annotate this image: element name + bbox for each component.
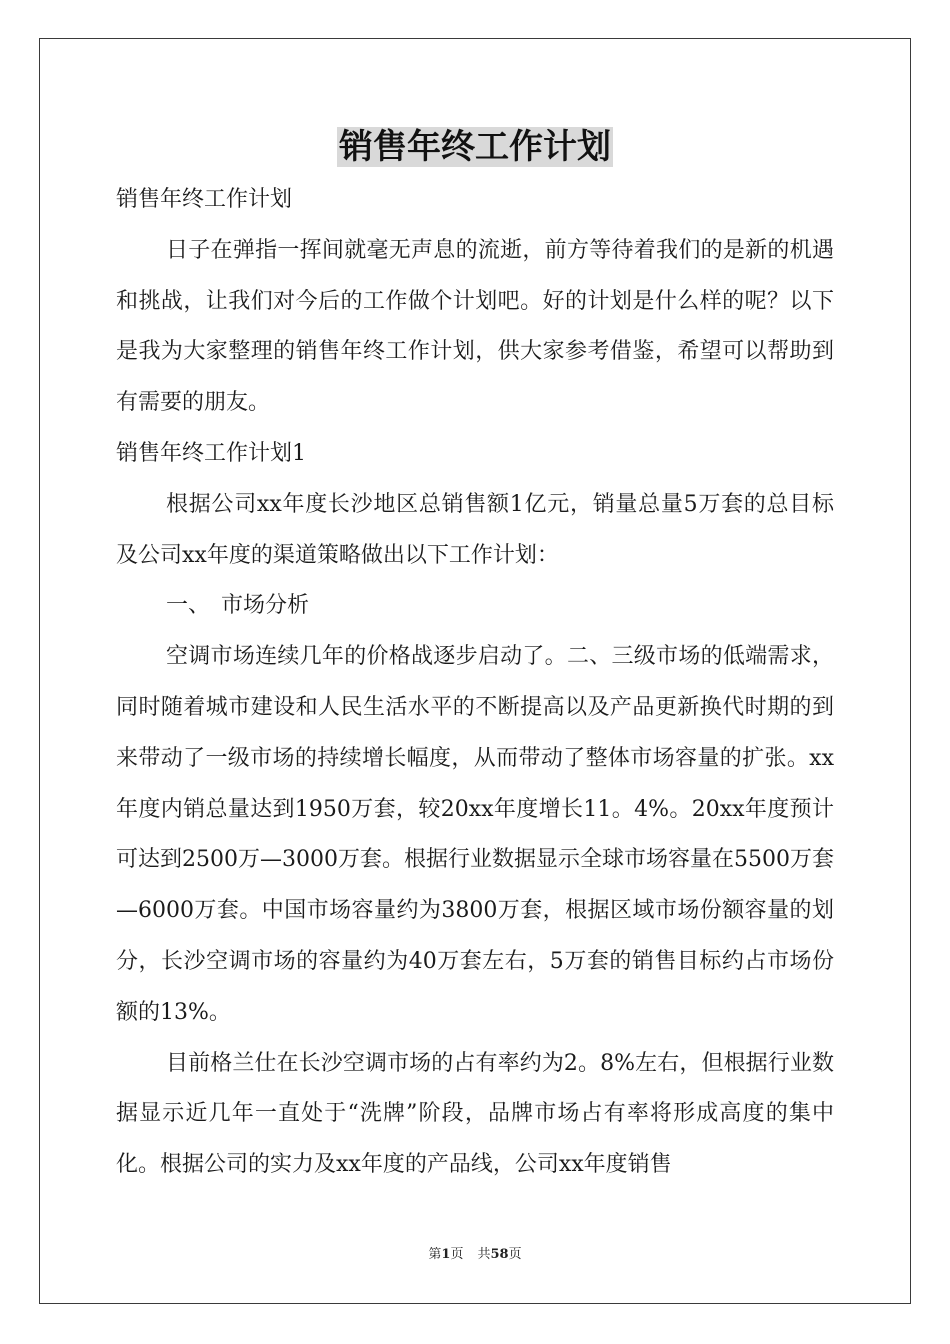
section-heading: 销售年终工作计划1 — [116, 440, 306, 466]
footer-prefix: 第 — [428, 1247, 442, 1262]
footer-total-suffix: 页 — [508, 1247, 522, 1262]
document-body — [116, 175, 834, 1191]
document-title: 销售年终工作计划 — [339, 127, 611, 167]
title-container — [0, 127, 950, 167]
footer-page-suffix: 页 — [450, 1247, 464, 1262]
paragraph: 空调市场连续几年的价格战逐步启动了。二、三级市场的低端需求，同时随着城市建设和人民生活水平的不断提高以及产品更新换代时期的到来带动了一级市场的持续增长幅度，从而带动了整体市场容量的扩张。xx年度内销总量达到1950万套，较20xx年度增长11。4%。20xx年度预计可达到2500万—3000万套。根据行业数据显示全球市场容量在5500万套—6000万套。中国市场容量约为3800万套，根据区域市场份额容量的划分，长沙空调市场的容量约为40万套左右，5万套的销售目标约占市场份额的13%。 — [116, 644, 834, 1025]
paragraph: 日子在弹指一挥间就毫无声息的流逝，前方等待着我们的是新的机遇和挑战，让我们对今后的工作做个计划吧。好的计划是什么样的呢？以下是我为大家整理的销售年终工作计划，供大家参考借鉴，希望可以帮助到有需要的朋友。 — [116, 237, 834, 416]
footer-total-prefix: 共 — [477, 1247, 491, 1262]
total-pages: 58 — [490, 1247, 509, 1262]
paragraph: 销售年终工作计划 — [116, 187, 293, 212]
paragraph: 目前格兰仕在长沙空调市场的占有率约为2。8%左右，但根据行业数据显示近几年一直处于“洗牌”阶段，品牌市场占有率将形成高度的集中化。根据公司的实力及xx年度的产品线，公司xx年度销售 — [116, 1050, 834, 1178]
page-number: 1 — [441, 1247, 451, 1262]
paragraph: 根据公司xx年度长沙地区总销售额1亿元，销量总量5万套的总目标及公司xx年度的渠道策略做出以下工作计划： — [116, 491, 834, 568]
subsection-heading: 一、 市场分析 — [166, 593, 310, 619]
page-footer — [0, 1243, 950, 1262]
